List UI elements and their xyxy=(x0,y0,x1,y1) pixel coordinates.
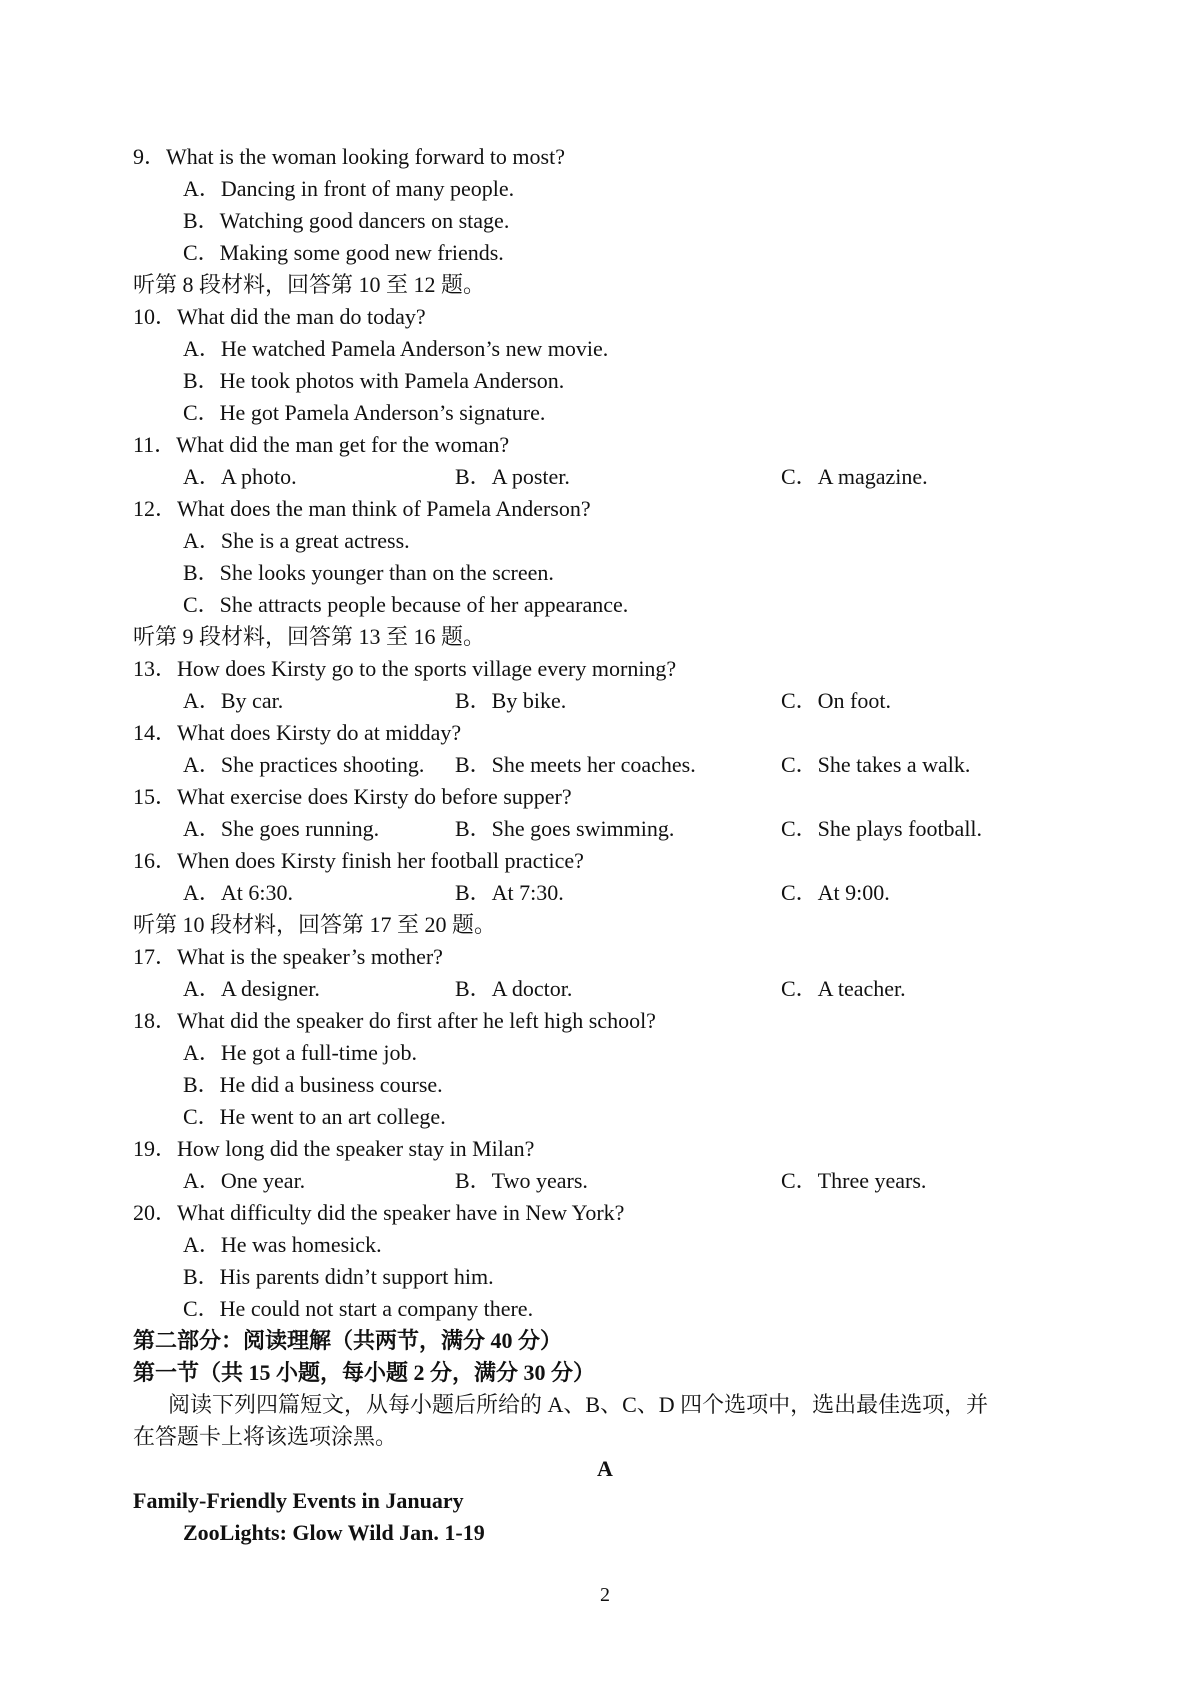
question-17-option-a: A．A designer. xyxy=(183,976,320,1001)
question-19-stem: 19．How long did the speaker stay in Milan? xyxy=(133,1136,535,1161)
question-14-stem: 14．What does Kirsty do at midday? xyxy=(133,720,462,745)
question-10-option-a: A．He watched Pamela Anderson’s new movie. xyxy=(183,336,609,361)
question-12-stem: 12．What does the man think of Pamela Anderson? xyxy=(133,496,591,521)
question-13-stem: 13．How does Kirsty go to the sports village every morning? xyxy=(133,656,677,681)
question-11-option-c: C．A magazine. xyxy=(781,464,928,489)
question-17-option-c: C．A teacher. xyxy=(781,976,906,1001)
question-9-option-b: B．Watching good dancers on stage. xyxy=(183,208,510,233)
question-15-option-b: B．She goes swimming. xyxy=(455,816,675,841)
question-20-stem: 20．What difficulty did the speaker have in New York? xyxy=(133,1200,625,1225)
passage-title: Family-Friendly Events in January xyxy=(133,1488,464,1513)
question-20-option-c: C．He could not start a company there. xyxy=(183,1296,534,1321)
question-16-option-a: A．At 6:30. xyxy=(183,880,294,905)
question-9-option-c: C．Making some good new friends. xyxy=(183,240,504,265)
instruction-line-2: 在答题卡上将该选项涂黑。 xyxy=(133,1424,398,1449)
question-16-option-b: B．At 7:30. xyxy=(455,880,564,905)
question-12-option-b: B．She looks younger than on the screen. xyxy=(183,560,554,585)
question-10-stem: 10．What did the man do today? xyxy=(133,304,426,329)
question-17-option-b: B．A doctor. xyxy=(455,976,573,1001)
question-13-option-a: A．By car. xyxy=(183,688,284,713)
question-14-option-a: A．She practices shooting. xyxy=(183,752,425,777)
question-20-option-b: B．His parents didn’t support him. xyxy=(183,1264,494,1289)
question-18-stem: 18．What did the speaker do first after he left high school? xyxy=(133,1008,656,1033)
question-11-option-a: A．A photo. xyxy=(183,464,297,489)
question-15-option-c: C．She plays football. xyxy=(781,816,983,841)
question-10-option-c: C．He got Pamela Anderson’s signature. xyxy=(183,400,546,425)
question-14-option-c: C．She takes a walk. xyxy=(781,752,971,777)
page-number: 2 xyxy=(600,1584,610,1606)
question-15-stem: 15．What exercise does Kirsty do before supper? xyxy=(133,784,572,809)
question-13-option-c: C．On foot. xyxy=(781,688,892,713)
section-8-instruction: 听第 8 段材料，回答第 10 至 12 题。 xyxy=(133,272,486,297)
question-11-option-b: B．A poster. xyxy=(455,464,570,489)
question-16-option-c: C．At 9:00. xyxy=(781,880,890,905)
question-18-option-c: C．He went to an art college. xyxy=(183,1104,446,1129)
question-15-option-a: A．She goes running. xyxy=(183,816,380,841)
section-9-instruction: 听第 9 段材料，回答第 13 至 16 题。 xyxy=(133,624,486,649)
question-10-option-b: B．He took photos with Pamela Anderson. xyxy=(183,368,565,393)
section-10-instruction: 听第 10 段材料，回答第 17 至 20 题。 xyxy=(133,912,497,937)
event-heading: ZooLights: Glow Wild Jan. 1-19 xyxy=(183,1520,485,1545)
question-12-option-c: C．She attracts people because of her appearance. xyxy=(183,592,629,617)
question-19-option-a: A．One year. xyxy=(183,1168,306,1193)
instruction-line-1: 阅读下列四篇短文，从每小题后所给的 A、B、C、D 四个选项中，选出最佳选项，并 xyxy=(168,1392,989,1417)
question-12-option-a: A．She is a great actress. xyxy=(183,528,410,553)
question-20-option-a: A．He was homesick. xyxy=(183,1232,382,1257)
question-18-option-b: B．He did a business course. xyxy=(183,1072,443,1097)
question-9-option-a: A．Dancing in front of many people. xyxy=(183,176,515,201)
question-16-stem: 16．When does Kirsty finish her football practice? xyxy=(133,848,584,873)
question-14-option-b: B．She meets her coaches. xyxy=(455,752,696,777)
question-19-option-b: B．Two years. xyxy=(455,1168,588,1193)
part-2-heading: 第二部分：阅读理解（共两节，满分 40 分） xyxy=(133,1328,563,1353)
question-17-stem: 17．What is the speaker’s mother? xyxy=(133,944,443,969)
question-11-stem: 11．What did the man get for the woman? xyxy=(133,432,510,457)
question-13-option-b: B．By bike. xyxy=(455,688,567,713)
question-18-option-a: A．He got a full-time job. xyxy=(183,1040,418,1065)
question-19-option-c: C．Three years. xyxy=(781,1168,927,1193)
question-9-stem: 9．What is the woman looking forward to most? xyxy=(133,144,565,169)
section-1-heading: 第一节（共 15 小题，每小题 2 分，满分 30 分） xyxy=(133,1360,596,1385)
passage-letter: A xyxy=(597,1456,613,1481)
